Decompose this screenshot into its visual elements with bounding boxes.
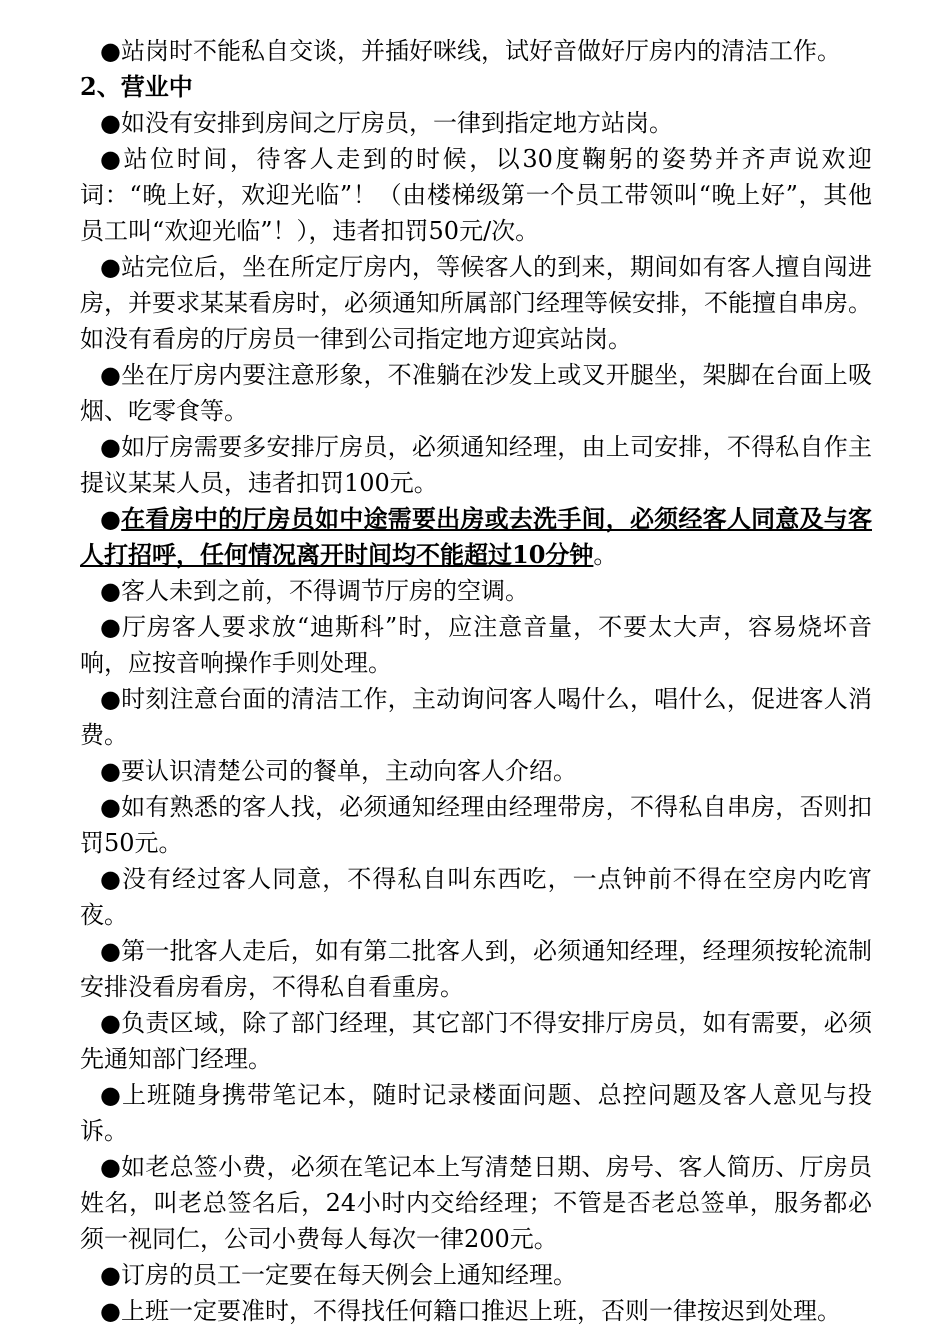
bullet-icon: ●	[100, 613, 122, 641]
paragraph-text: 要认识清楚公司的餐单，主动向客人介绍。	[120, 757, 577, 785]
bullet-icon: ●	[100, 1261, 121, 1289]
paragraph-text: 如没有安排到房间之厅房员，一律到指定地方站岗。	[120, 109, 673, 137]
bullet-icon: ●	[100, 757, 121, 785]
paragraph-14	[80, 933, 872, 1005]
section-heading: 2、营业中	[80, 72, 193, 101]
paragraph-13	[80, 861, 872, 933]
paragraph-text: 上班一定要准时，不得找任何籍口推迟上班，否则一律按迟到处理。	[120, 1297, 841, 1325]
paragraph-19	[80, 1293, 872, 1329]
paragraph-text: 如有熟悉的客人找，必须通知经理由经理带房，不得私自串房，否则扣罚50元。	[80, 793, 872, 857]
paragraph-5	[80, 357, 872, 429]
paragraph-text: 如厅房需要多安排厅房员，必须通知经理，由上司安排，不得私自作主提议某某人员，违者扣罚100元。	[80, 433, 872, 497]
paragraph-7-emphasized-rule	[80, 501, 872, 573]
bullet-icon: ●	[100, 937, 122, 965]
paragraph-9	[80, 609, 872, 681]
paragraph-6	[80, 429, 872, 501]
paragraph-text: 没有经过客人同意，不得私自叫东西吃，一点钟前不得在空房内吃宵夜。	[80, 865, 872, 929]
paragraph-10	[80, 681, 872, 753]
paragraph-12	[80, 789, 872, 861]
paragraph-text: 时刻注意台面的清洁工作，主动询问客人喝什么，唱什么，促进客人消费。	[80, 685, 872, 749]
paragraph-3	[80, 141, 872, 249]
paragraph-18	[80, 1257, 872, 1293]
bullet-icon: ●	[100, 145, 124, 173]
bullet-icon: ●	[100, 685, 122, 713]
document-body	[80, 33, 872, 1329]
paragraph-text: 站位时间，待客人走到的时候，以30度鞠躬的姿势并齐声说欢迎词：“晚上好，欢迎光临”！（由楼梯级第一个员工带领叫“晚上好”，其他员工叫“欢迎光临”！），违者扣罚50元/次。	[80, 145, 872, 245]
bullet-icon: ●	[100, 361, 122, 389]
bullet-icon: ●	[100, 1009, 122, 1037]
paragraph-text: 坐在厅房内要注意形象，不准躺在沙发上或叉开腿坐，架脚在台面上吸烟、吃零食等。	[80, 361, 872, 425]
bullet-icon: ●	[100, 865, 122, 893]
paragraph-text: 客人未到之前，不得调节厅房的空调。	[120, 577, 529, 605]
bullet-icon: ●	[100, 505, 122, 533]
paragraph-text: 厅房客人要求放“迪斯科”时，应注意音量，不要太大声，容易烧坏音响，应按音响操作手则处理。	[80, 613, 872, 677]
paragraph-text: 上班随身携带笔记本，随时记录楼面问题、总控问题及客人意见与投诉。	[80, 1081, 872, 1145]
paragraph-17	[80, 1149, 872, 1257]
bullet-icon: ●	[100, 433, 122, 461]
paragraph-text: 订房的员工一定要在每天例会上通知经理。	[120, 1261, 577, 1289]
emphasized-text: 在看房中的厅房员如中途需要出房或去洗手间，必须经客人同意及与客人打招呼，任何情况离开时间均不能超过10分钟	[80, 504, 872, 569]
bullet-icon: ●	[100, 1081, 122, 1109]
bullet-icon: ●	[100, 1153, 122, 1181]
bullet-icon: ●	[100, 793, 122, 821]
paragraph-8	[80, 573, 872, 609]
paragraph-text: 负责区域，除了部门经理，其它部门不得安排厅房员，如有需要，必须先通知部门经理。	[80, 1009, 872, 1073]
paragraph-text: 如老总签小费，必须在笔记本上写清楚日期、房号、客人简历、厅房员姓名，叫老总签名后，24小时内交给经理；不管是否老总签单，服务都必须一视同仁，公司小费每人每次一律200元。	[80, 1153, 872, 1253]
paragraph-15	[80, 1005, 872, 1077]
paragraph-1	[80, 33, 872, 69]
paragraph-tail: 。	[593, 541, 618, 569]
paragraph-16	[80, 1077, 872, 1149]
paragraph-2	[80, 105, 872, 141]
bullet-icon: ●	[100, 109, 121, 137]
bullet-icon: ●	[100, 253, 122, 281]
paragraph-text: 第一批客人走后，如有第二批客人到，必须通知经理，经理须按轮流制安排没看房看房，不得私自看重房。	[80, 937, 872, 1001]
paragraph-text: 站完位后，坐在所定厅房内，等候客人的到来，期间如有客人擅自闯进房，并要求某某看房时，必须通知所属部门经理等候安排，不能擅自串房。如没有看房的厅房员一律到公司指定地方迎宾站岗。	[80, 253, 872, 353]
paragraph-4	[80, 249, 872, 357]
bullet-icon: ●	[100, 577, 121, 605]
bullet-icon: ●	[100, 1297, 121, 1325]
paragraph-11	[80, 753, 872, 789]
paragraph-text: 站岗时不能私自交谈，并插好咪线，试好音做好厅房内的清洁工作。	[120, 37, 841, 65]
bullet-icon: ●	[100, 37, 121, 65]
